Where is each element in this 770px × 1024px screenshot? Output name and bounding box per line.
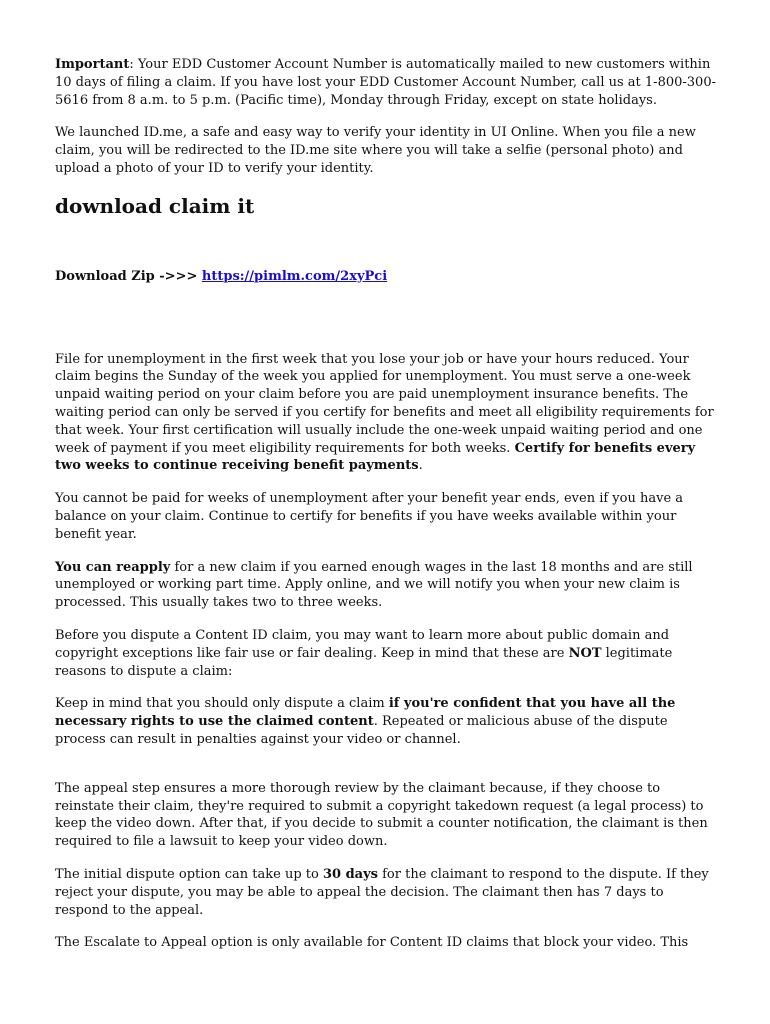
- page-heading: download claim it: [55, 193, 255, 218]
- p5-text: Keep in mind that you should only dispute a claim: [55, 696, 389, 712]
- paragraph-escalate: The Escalate to Appeal option is only available for Content ID claims that block your video. This: [55, 935, 689, 951]
- p3-text: for a new claim if you earned enough wages in the last 18 months and are still unemployed or working part time. Apply online, and we will notify you when your new claim is processed. This usually takes two to three weeks.: [55, 559, 693, 611]
- paragraph-initial-dispute: [55, 866, 717, 919]
- p7-bold: 30 days: [322, 866, 378, 882]
- paragraph-reapply: [55, 559, 717, 612]
- important-paragraph: [55, 56, 717, 109]
- important-text: : Your EDD Customer Account Number is automatically mailed to new customers within 10 days of filing a claim. If you have lost your EDD Customer Account Number, call us at 1-800-300-5616 from 8 a.m. to 5 p.m. (Pacific time), Monday through Friday, except on state holidays.: [55, 57, 716, 108]
- p7-text: The initial dispute option can take up to: [55, 866, 323, 882]
- p3-bold: You can reapply: [55, 559, 171, 575]
- p7-end: for the claimant to respond to the dispute. If they reject your dispute, you may be able to appeal the decision. The claimant then has 7 days to respond to the appeal.: [55, 866, 709, 918]
- paragraph-file-unemployment: [55, 351, 717, 476]
- important-label: Important: [55, 57, 130, 72]
- p1-text: File for unemployment in the first week that you lose your job or have your hours reduced. Your claim begins the Sunday of the week you applied for unemployment. You must serve a one-week unpaid waiting period on your claim before you are paid unemployment insurance benefits. The waiting period can only be served if you certify for benefits and meet all eligibility requirements for that week. Your first certification will usually include the one-week unpaid waiting period and one week of payment if you meet eligibility requirements for both weeks.: [55, 351, 714, 456]
- paragraph-benefit-year: You cannot be paid for weeks of unemployment after your benefit year ends, even if you have a balance on your claim. Continue to certify for benefits if you have weeks available within your benefit year.: [55, 491, 684, 542]
- p1-bold: Certify for benefits every two weeks to continue receiving benefit payments: [55, 440, 696, 474]
- paragraph-appeal-step: The appeal step ensures a more thorough review by the claimant because, if they choose to reinstate their claim, they're required to submit a copyright takedown request (a legal process) to keep the video down. After that, if you decide to submit a counter notification, the claimant is then required to file a lawsuit to keep your video down.: [55, 780, 708, 850]
- document-page: [55, 56, 717, 967]
- p4-text: Before you dispute a Content ID claim, you may want to learn more about public domain and copyright exceptions like fair use or fair dealing. Keep in mind that these are: [55, 627, 670, 661]
- p1-end: .: [418, 458, 423, 474]
- download-line: [55, 268, 717, 286]
- idme-paragraph: We launched ID.me, a safe and easy way to verify your identity in UI Online. When you file a new claim, you will be redirected to the ID.me site where you will take a selfie (personal photo) and upload a photo of your ID to verify your identity.: [55, 125, 696, 176]
- p4-end: legitimate reasons to dispute a claim:: [55, 645, 673, 679]
- paragraph-dispute-rights: [55, 695, 717, 748]
- p5-end: . Repeated or malicious abuse of the dispute process can result in penalties against your video or channel.: [55, 714, 668, 747]
- download-link[interactable]: https://pimlm.com/2xyPci: [201, 268, 388, 284]
- p4-bold: NOT: [568, 645, 602, 661]
- download-label: Download Zip ->>>: [55, 268, 202, 284]
- paragraph-dispute-intro: [55, 627, 717, 680]
- p5-bold: if you're confident that you have all the necessary rights to use the claimed content: [55, 696, 676, 730]
